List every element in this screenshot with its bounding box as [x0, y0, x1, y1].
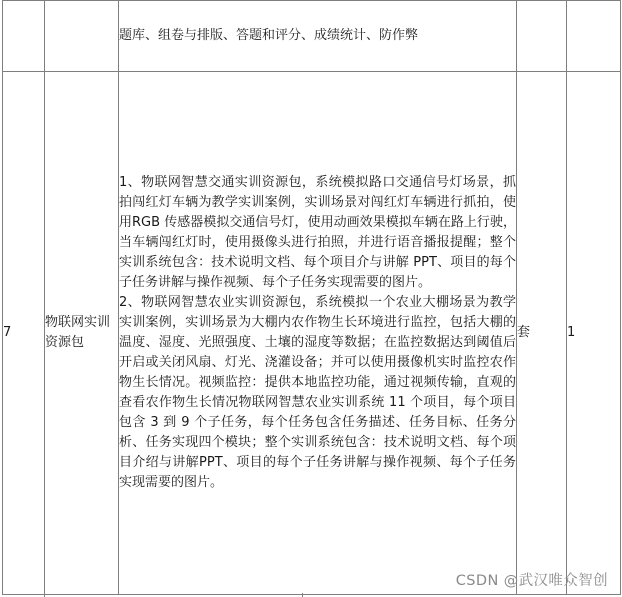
- item-name: 物联网实训资源包: [45, 315, 111, 350]
- unit-cell: [517, 1, 567, 72]
- number-cell: [3, 72, 45, 595]
- quantity-cell: [567, 1, 621, 72]
- description-cell: [119, 1, 517, 72]
- name-cell: [45, 1, 119, 72]
- table-row: [3, 1, 621, 72]
- number-cell: [3, 1, 45, 72]
- table-border-tick: [44, 593, 45, 597]
- table-border-tick: [302, 593, 303, 597]
- table-row: [3, 72, 621, 595]
- spec-table: [2, 0, 621, 595]
- description-text: 题库、组卷与排版、答题和评分、成绩统计、防作弊: [119, 28, 419, 43]
- quantity-cell: [567, 72, 621, 595]
- item-unit: 套: [517, 325, 531, 340]
- item-number: 7: [3, 325, 12, 340]
- csdn-watermark: CSDN @武汉唯众智创: [455, 573, 608, 589]
- description-paragraph: 1、物联网智慧交通实训资源包，系统模拟路口交通信号灯场景，抓拍闯红灯车辆为教学实训案例，实训场景对闯红灯车辆进行抓拍，使用RGB 传感器模拟交通信号灯，使用动画效果模拟车辆在路上行驶，当车辆闯红灯时，使用摄像头进行拍照，并进行语音播报提醒；整个实训系统包含：技术说明文档、每个项目介与讲解 PPT、项目的每个子任务讲解与操作视频、每个子任务实现需要的图片。: [119, 175, 516, 290]
- item-quantity: 1: [567, 325, 576, 340]
- name-cell: [45, 72, 119, 595]
- unit-cell: [517, 72, 567, 595]
- description-paragraph: 2、物联网智慧农业实训资源包，系统模拟一个农业大棚场景为教学实训案例，实训场景为大棚内农作物生长环境进行监控，包括大棚的温度、湿度、光照强度、土壤的湿度等数据；在监控数据达到阈值后开启或关闭风扇、灯光、浇灌设备；并可以使用摄像机实时监控农作物生长情况。视频监控：提供本地监控功能，通过视频传输，直观的查看农作物生长情况物联网智慧农业实训系统 11 个项目，每个项目包含 3 到 9 个子任务，每个任务包含任务描述、任务目标、任务分析、任务实现四个模块；整个实训系统包含：技术说明文档、每个项目介绍与讲解PPT、项目的每个子任务讲解与操作视频、每个子任务实现需要的图片。: [119, 295, 516, 490]
- description-cell: [119, 72, 517, 595]
